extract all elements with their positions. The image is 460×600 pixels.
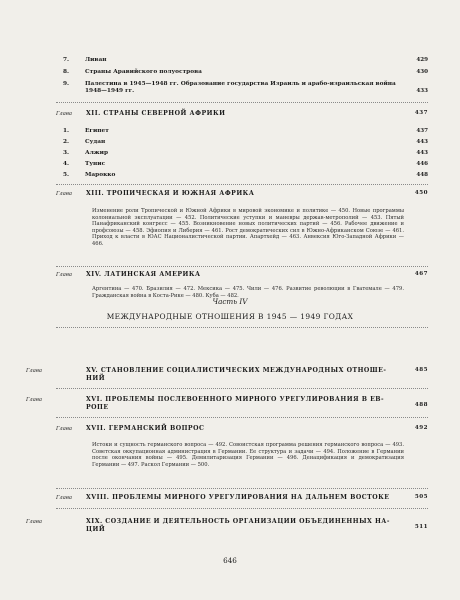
toc-entry xyxy=(63,150,428,157)
chapter-page: 450 xyxy=(414,190,428,196)
chapter-page: 505 xyxy=(414,494,428,500)
page-number: 646 xyxy=(223,556,237,565)
entry-page: 433 xyxy=(416,88,428,94)
toc-entry xyxy=(63,69,428,76)
chapter-label: Глава xyxy=(26,519,42,525)
chapter-page: 485 xyxy=(414,367,428,373)
entry-title: Палестина в 1945—1948 гг. Образование государства Израиль и арабо-израильская война 1948—1949 гг. xyxy=(85,81,396,94)
chapter-heading xyxy=(56,110,428,118)
divider xyxy=(56,102,428,103)
entry-number: 8. xyxy=(63,69,70,75)
chapter-title: XIX. СОЗДАНИЕ И ДЕЯТЕЛЬНОСТЬ ОРГАНИЗАЦИИ ОБЪЕДИНЕННЫХ НАЦИЙ xyxy=(86,518,390,533)
toc-entry xyxy=(63,81,428,95)
chapter-page: 467 xyxy=(414,271,428,277)
chapter-label: Глава xyxy=(56,272,72,278)
chapter-label: Глава xyxy=(56,495,72,501)
entry-number: 1. xyxy=(63,128,70,134)
entry-title: Марокко xyxy=(85,172,116,178)
toc-entry xyxy=(63,161,428,168)
toc-entry xyxy=(63,172,428,179)
entry-page: 443 xyxy=(416,150,428,156)
toc-entry xyxy=(63,139,428,146)
chapter-title: XII. СТРАНЫ СЕВЕРНОЙ АФРИКИ xyxy=(86,110,226,117)
chapter-heading xyxy=(56,190,428,198)
chapter-label: Глава xyxy=(56,191,72,197)
entry-number: 3. xyxy=(63,150,70,156)
chapter-page: 511 xyxy=(414,524,428,530)
chapter-label: Глава xyxy=(56,426,72,432)
chapter-page: 488 xyxy=(414,402,428,408)
divider xyxy=(56,488,428,489)
divider xyxy=(56,508,428,509)
entry-title: Ливан xyxy=(85,57,107,63)
chapter-title: XVIII. ПРОБЛЕМЫ МИРНОГО УРЕГУЛИРОВАНИЯ НА ДАЛЬНЕМ ВОСТОКЕ xyxy=(86,494,390,501)
toc-entry xyxy=(63,57,428,64)
entry-number: 2. xyxy=(63,139,70,145)
chapter-title: XIV. ЛАТИНСКАЯ АМЕРИКА xyxy=(86,271,201,278)
entry-page: 430 xyxy=(416,69,428,75)
divider xyxy=(56,266,428,267)
chapter-label: Глава xyxy=(56,111,72,117)
chapter-page: 437 xyxy=(414,110,428,116)
chapter-summary: Истоки и сущность германского вопроса — 492. Совоистская программа решения германского вопроса — 493. Советская оккупационная администрация в Германии. Ее структура и задачи — 494. Положение в Германии после окончания войны — 495. Демилитаризация Германии — 496. Денацификация и демократизация Германии — 497. Раскол Германии — 500. xyxy=(92,442,404,468)
entry-number: 5. xyxy=(63,172,70,178)
entry-page: 448 xyxy=(416,172,428,178)
divider xyxy=(56,327,428,328)
chapter-heading xyxy=(56,494,428,502)
entry-page: 443 xyxy=(416,139,428,145)
divider xyxy=(56,388,428,389)
entry-page: 446 xyxy=(416,161,428,167)
entry-page: 429 xyxy=(416,57,428,63)
chapter-label: Глава xyxy=(26,397,42,403)
chapter-title: XIII. ТРОПИЧЕСКАЯ И ЮЖНАЯ АФРИКА xyxy=(86,190,255,197)
chapter-summary: Аргентина — 470. Бразилия — 472. Мексика — 475. Чили — 476. Развитие революции в Гватемале — 479. Гражданская война в Коста-Рике — 480. Куба — 482. xyxy=(92,286,404,299)
entry-title: Тунис xyxy=(85,161,106,167)
chapter-title: XVII. ГЕРМАНСКИЙ ВОПРОС xyxy=(86,425,205,432)
toc-entry xyxy=(63,128,428,135)
part-title: МЕЖДУНАРОДНЫЕ ОТНОШЕНИЯ В 1945 — 1949 ГОДАХ xyxy=(106,312,354,321)
chapter-title: XVI. ПРОБЛЕМЫ ПОСЛЕВОЕННОГО МИРНОГО УРЕГУЛИРОВАНИЯ В ЕВРОПЕ xyxy=(86,396,384,411)
divider xyxy=(56,417,428,418)
entry-title: Судан xyxy=(85,139,106,145)
chapter-heading xyxy=(26,367,428,383)
entry-page: 437 xyxy=(416,128,428,134)
chapter-heading xyxy=(56,425,428,433)
entry-number: 4. xyxy=(63,161,70,167)
chapter-summary: Изменение роли Тропической и Южной Африки в мировой экономике и политике — 450. Новые программы колониальной эксплуатации — 452. Политические уступки и маневры держав-метрополий — 453. Пятый Панафриканский конгресс — 455. Возникновение новых политических партий — 456. Рабочее движение и профсоюзы — 458. Эфиопия и Либерия — 461. Рост демократических сил в Южно-Африканском Союзе — 461. Приход к власти в ЮАС Националистической партии. Апартхейд — 463. Анвексия Юго-Западной Африки — 466. xyxy=(92,208,404,247)
chapter-heading xyxy=(56,271,428,279)
chapter-page: 492 xyxy=(414,425,428,431)
entry-title: Алжир xyxy=(85,150,109,156)
entry-title: Страны Аравийского полуострова xyxy=(85,69,202,75)
divider xyxy=(56,184,428,185)
chapter-title: XV. СТАНОВЛЕНИЕ СОЦИАЛИСТИЧЕСКИХ МЕЖДУНАРОДНЫХ ОТНОШЕНИЙ xyxy=(86,367,386,382)
entry-number: 9. xyxy=(63,81,70,87)
chapter-label: Глава xyxy=(26,368,42,374)
chapter-heading xyxy=(26,518,428,534)
entry-title: Египет xyxy=(85,128,109,134)
chapter-heading xyxy=(26,396,428,412)
part-label: Часть IV xyxy=(212,297,248,306)
entry-number: 7. xyxy=(63,57,70,63)
